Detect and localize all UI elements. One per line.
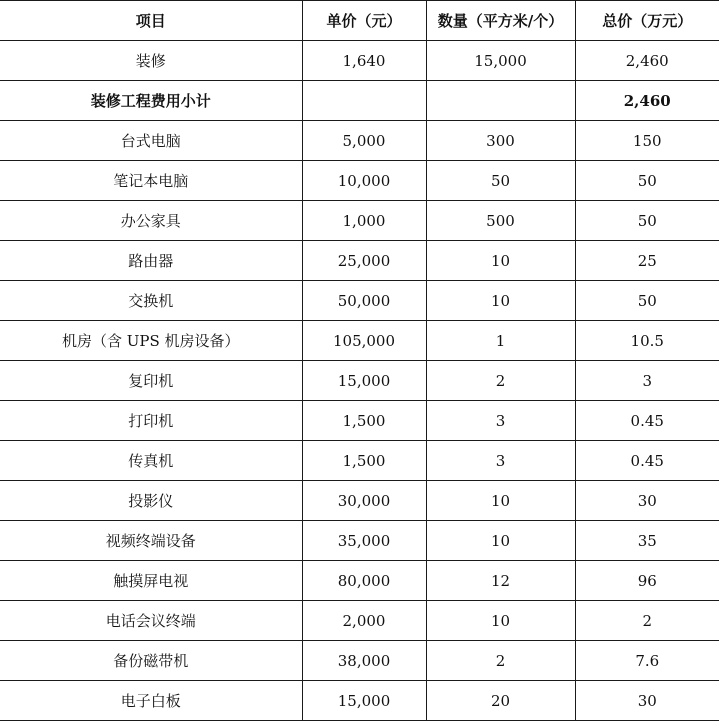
table-row (0, 321, 719, 361)
item-name: 复印机 (0, 361, 302, 401)
total-price: 7.6 (575, 641, 719, 681)
unit-price: 15,000 (302, 361, 426, 401)
table-row (0, 561, 719, 601)
table-row (0, 361, 719, 401)
total-price: 150 (575, 121, 719, 161)
header-total-price: 总价（万元） (575, 1, 719, 41)
total-price: 10.5 (575, 321, 719, 361)
quantity: 2 (426, 641, 575, 681)
item-name: 台式电脑 (0, 121, 302, 161)
quantity: 10 (426, 521, 575, 561)
unit-price (302, 81, 426, 121)
table-row (0, 521, 719, 561)
item-name: 电话会议终端 (0, 601, 302, 641)
unit-price: 1,500 (302, 441, 426, 481)
total-price: 2,460 (575, 41, 719, 81)
item-name: 机房（含 UPS 机房设备） (0, 321, 302, 361)
unit-price: 50,000 (302, 281, 426, 321)
total-price: 0.45 (575, 401, 719, 441)
quantity: 12 (426, 561, 575, 601)
quantity: 15,000 (426, 41, 575, 81)
subtotal-value: 2,460 (575, 81, 719, 121)
quantity: 500 (426, 201, 575, 241)
quantity: 3 (426, 401, 575, 441)
table-row (0, 241, 719, 281)
quantity: 10 (426, 481, 575, 521)
total-price: 96 (575, 561, 719, 601)
unit-price: 25,000 (302, 241, 426, 281)
header-unit-price: 单价（元） (302, 1, 426, 41)
table-row (0, 681, 719, 721)
table-row (0, 401, 719, 441)
unit-price: 1,000 (302, 201, 426, 241)
total-price: 35 (575, 521, 719, 561)
unit-price: 80,000 (302, 561, 426, 601)
table-row (0, 161, 719, 201)
total-price: 30 (575, 481, 719, 521)
item-name: 电子白板 (0, 681, 302, 721)
quantity: 1 (426, 321, 575, 361)
item-name: 投影仪 (0, 481, 302, 521)
table-row (0, 121, 719, 161)
table-row (0, 641, 719, 681)
quantity: 20 (426, 681, 575, 721)
table-row (0, 481, 719, 521)
header-quantity: 数量（平方米/个） (426, 1, 575, 41)
quantity: 10 (426, 241, 575, 281)
unit-price: 1,500 (302, 401, 426, 441)
unit-price: 35,000 (302, 521, 426, 561)
header-item: 项目 (0, 1, 302, 41)
unit-price: 38,000 (302, 641, 426, 681)
quantity (426, 81, 575, 121)
item-name: 办公家具 (0, 201, 302, 241)
item-name: 交换机 (0, 281, 302, 321)
table-row (0, 41, 719, 81)
total-price: 50 (575, 161, 719, 201)
quantity: 3 (426, 441, 575, 481)
item-name: 路由器 (0, 241, 302, 281)
header-row (0, 1, 719, 41)
unit-price: 2,000 (302, 601, 426, 641)
unit-price: 30,000 (302, 481, 426, 521)
item-name: 笔记本电脑 (0, 161, 302, 201)
item-name: 传真机 (0, 441, 302, 481)
total-price: 0.45 (575, 441, 719, 481)
item-name: 视频终端设备 (0, 521, 302, 561)
unit-price: 105,000 (302, 321, 426, 361)
total-price: 2 (575, 601, 719, 641)
quantity: 50 (426, 161, 575, 201)
unit-price: 5,000 (302, 121, 426, 161)
item-name: 装修 (0, 41, 302, 81)
table-row (0, 441, 719, 481)
total-price: 25 (575, 241, 719, 281)
subtotal-label: 装修工程费用小计 (0, 81, 302, 121)
unit-price: 10,000 (302, 161, 426, 201)
table-row (0, 601, 719, 641)
subtotal-row (0, 81, 719, 121)
unit-price: 15,000 (302, 681, 426, 721)
total-price: 50 (575, 281, 719, 321)
quantity: 10 (426, 281, 575, 321)
unit-price: 1,640 (302, 41, 426, 81)
item-name: 打印机 (0, 401, 302, 441)
total-price: 30 (575, 681, 719, 721)
item-name: 备份磁带机 (0, 641, 302, 681)
item-name: 触摸屏电视 (0, 561, 302, 601)
table-row (0, 281, 719, 321)
quantity: 2 (426, 361, 575, 401)
quantity: 10 (426, 601, 575, 641)
quantity: 300 (426, 121, 575, 161)
table-row (0, 201, 719, 241)
total-price: 3 (575, 361, 719, 401)
total-price: 50 (575, 201, 719, 241)
